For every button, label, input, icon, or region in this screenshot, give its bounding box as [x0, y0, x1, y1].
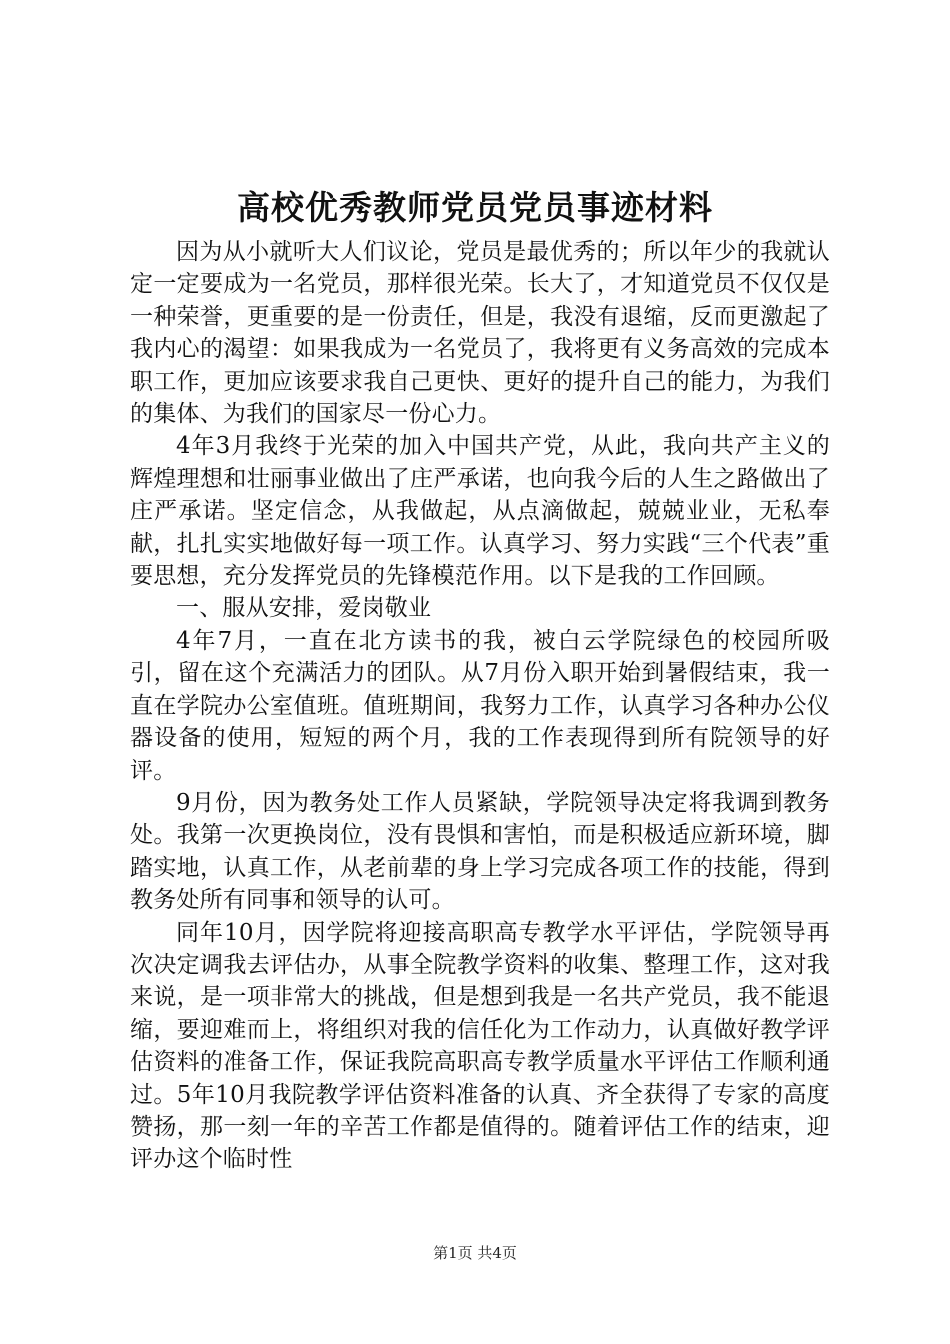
paragraph-intro: 因为从小就听大人们议论，党员是最优秀的；所以年少的我就认定一定要成为一名党员，那样很光荣。长大了，才知道党员不仅仅是一种荣誉，更重要的是一份责任，但是，我没有退缩，反而更激起了我内心的渴望：如果我成为一名党员了，我将更有义务高效的完成本职工作，更加应该要求我自己更快、更好的提升自己的能力，为我们的集体、为我们的国家尽一份心力。 [130, 239, 830, 428]
paragraph-september: 9月份，因为教务处工作人员紧缺，学院领导决定将我调到教务处。我第一次更换岗位，没有畏惧和害怕，而是积极适应新环境，脚踏实地，认真工作，从老前辈的身上学习完成各项工作的技能，得到教务处所有同事和领导的认可。 [130, 789, 830, 914]
section-heading: 一、服从安排，爱岗敬业 [176, 595, 432, 622]
paragraph-joining-party: 4年3月我终于光荣的加入中国共产党，从此，我向共产主义的辉煌理想和壮丽事业做出了庄严承诺，也向我今后的人生之路做出了庄严承诺。坚定信念，从我做起，从点滴做起，兢兢业业，无私奉献，扎扎实实地做好每一项工作。认真学习、努力实践“三个代表”重要思想，充分发挥党员的先锋模范作用。以下是我的工作回顾。 [130, 433, 830, 590]
paragraph-july: 4年7月，一直在北方读书的我，被白云学院绿色的校园所吸引，留在这个充满活力的团队。从7月份入职开始到暑假结束，我一直在学院办公室值班。值班期间，我努力工作，认真学习各种办公仪器设备的使用，短短的两个月，我的工作表现得到所有院领导的好评。 [130, 627, 830, 784]
document-body [130, 236, 830, 1176]
page-number-footer: 第1页 共4页 [433, 1244, 517, 1262]
paragraph-october: 同年10月，因学院将迎接高职高专教学水平评估，学院领导再次决定调我去评估办，从事全院教学资料的收集、整理工作，这对我来说，是一项非常大的挑战，但是想到我是一名共产党员，我不能退缩，要迎难而上，将组织对我的信任化为工作动力，认真做好教学评估资料的准备工作，保证我院高职高专教学质量水平评估工作顺利通过。5年10月我院教学评估资料准备的认真、齐全获得了专家的高度赞扬，那一刻一年的辛苦工作都是值得的。随着评估工作的结束，迎评办这个临时性 [130, 919, 830, 1173]
page-title: 高校优秀教师党员党员事迹材料 [237, 188, 713, 227]
